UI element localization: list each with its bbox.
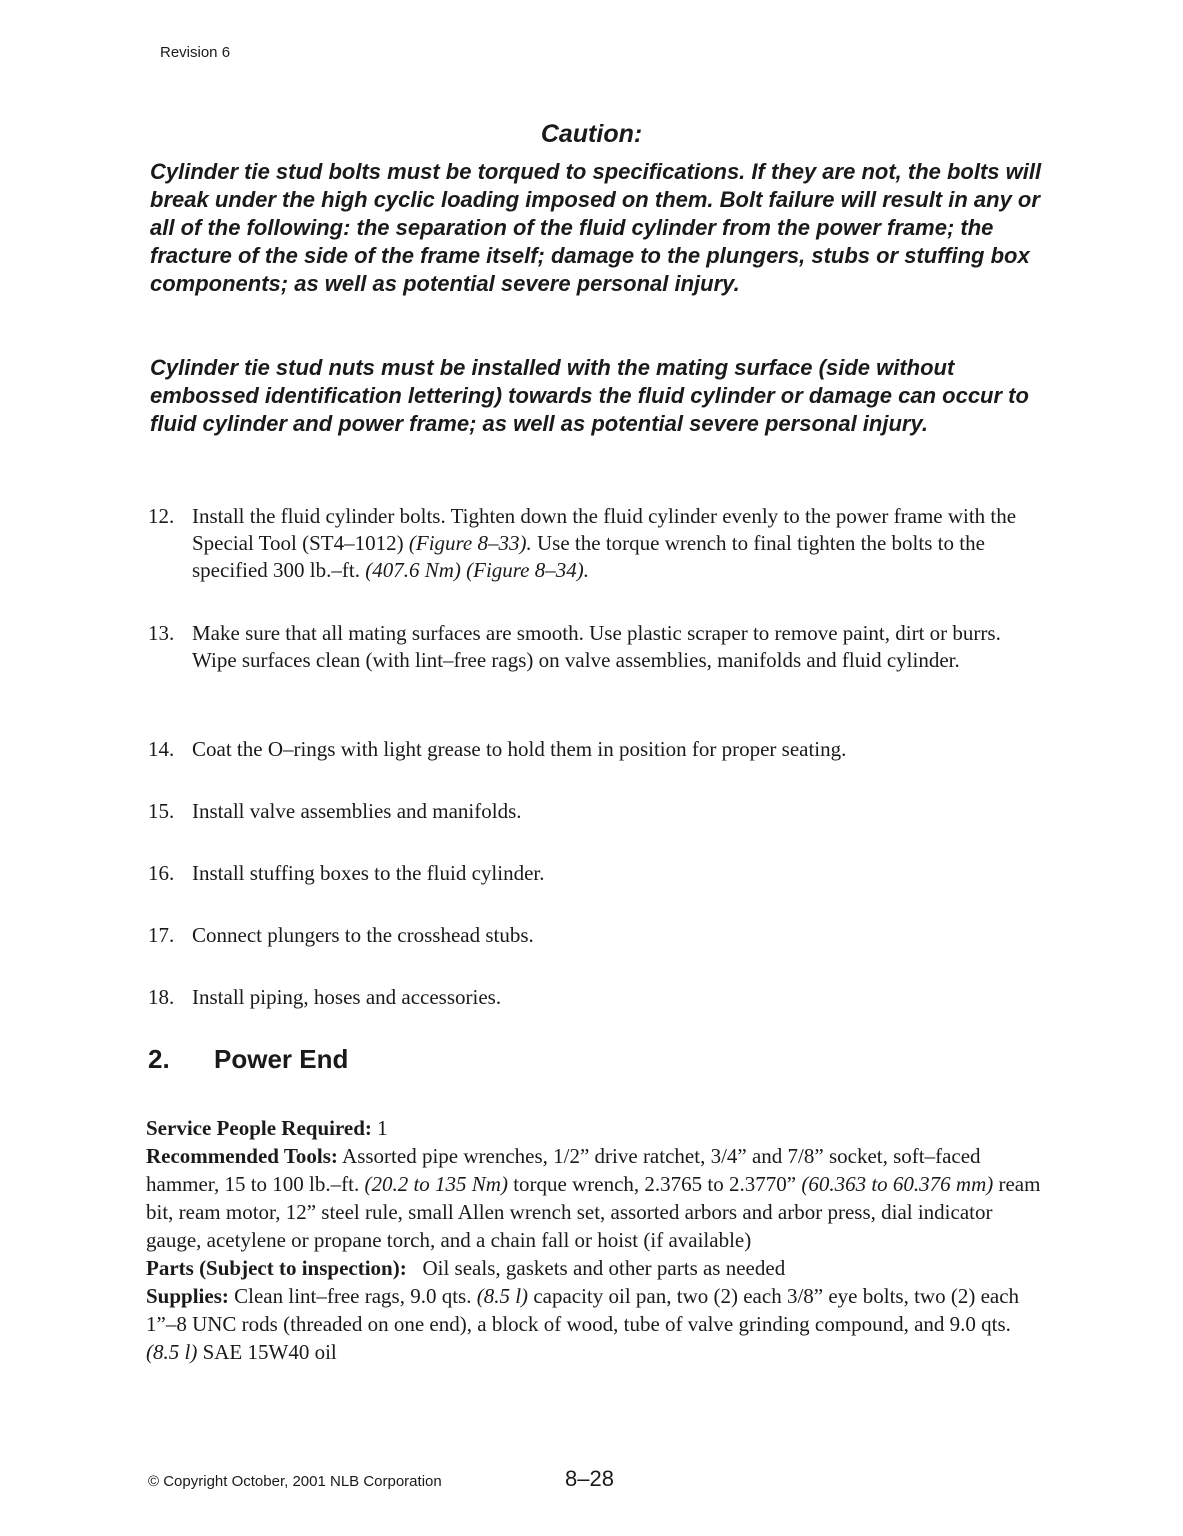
step-16 (148, 860, 1048, 887)
step-number: 12. (148, 504, 175, 528)
step-text: Connect plungers to the crosshead stubs. (192, 923, 534, 947)
revision-label: Revision 6 (160, 44, 231, 61)
section-number: 2. (148, 1044, 170, 1074)
step-text: Install piping, hoses and accessories. (192, 985, 502, 1009)
step-text: Install the fluid cylinder bolts. Tighten down the fluid cylinder evenly to the power frame with the Special Tool (ST4–1012) (Figure 8–33). Use the torque wrench to final tighten the bolts to the specified 300 lb.–ft. (407.6 Nm) (Figure 8–34). (192, 504, 1017, 582)
parts-line: Parts (Subject to inspection): Oil seals, gaskets and other parts as needed (146, 1256, 786, 1280)
step-17 (148, 922, 1048, 949)
step-text: Coat the O–rings with light grease to hold them in position for proper seating. (192, 737, 847, 761)
step-text: Install valve assemblies and manifolds. (192, 799, 522, 823)
section-heading (148, 1044, 348, 1075)
step-number: 17. (148, 923, 175, 947)
caution-title: Caution: (540, 120, 643, 148)
section-title: Power End (214, 1044, 349, 1074)
step-text: Make sure that all mating surfaces are smooth. Use plastic scraper to remove paint, dirt or burrs. Wipe surfaces clean (with lint–free rags) on valve assemblies, manifolds and fluid cylinder. (192, 621, 1001, 672)
service-people-line: Service People Required: 1 (146, 1116, 388, 1140)
requirements-block (146, 1114, 1046, 1366)
step-text: Install stuffing boxes to the fluid cylinder. (192, 861, 545, 885)
step-13 (148, 620, 1048, 674)
step-14 (148, 736, 1048, 763)
step-number: 13. (148, 621, 175, 645)
step-number: 15. (148, 799, 175, 823)
caution-paragraph-nuts: Cylinder tie stud nuts must be installed with the mating surface (side without embossed identification lettering) towards the fluid cylinder or damage can occur to fluid cylinder and power frame; as well as potential severe personal injury. (150, 355, 1029, 436)
step-18 (148, 984, 1048, 1011)
supplies-line: Supplies: Clean lint–free rags, 9.0 qts. (8.5 l) capacity oil pan, two (2) each 3/8” eye bolts, two (2) each 1”–8 UNC rods (threaded on one end), a block of wood, tube of valve grinding compound, and 9.0 qts. (8.5 l) SAE 15W40 oil (146, 1284, 1020, 1364)
caution-paragraph-bolts: Cylinder tie stud bolts must be torqued to specifications. If they are not, the bolts will break under the high cyclic loading imposed on them. Bolt failure will result in any or all of the following: the separation of the fluid cylinder from the power frame; the fracture of the side of the frame itself; damage to the plungers, stubs or stuffing box components; as well as potential severe personal injury. (150, 159, 1042, 296)
copyright-notice: © Copyright October, 2001 NLB Corporation (148, 1473, 442, 1490)
step-15 (148, 798, 1048, 825)
recommended-tools-line: Recommended Tools: Assorted pipe wrenches, 1/2” drive ratchet, 3/4” and 7/8” socket, soft–faced hammer, 15 to 100 lb.–ft. (20.2 to 135 Nm) torque wrench, 2.3765 to 2.3770” (60.363 to 60.376 mm) ream bit, ream motor, 12” steel rule, small Allen wrench set, assorted arbors and arbor press, dial indicator gauge, acetylene or propane torch, and a chain fall or hoist (if available) (146, 1144, 1041, 1252)
step-number: 16. (148, 861, 175, 885)
step-12 (148, 503, 1048, 584)
step-number: 18. (148, 985, 175, 1009)
step-number: 14. (148, 737, 175, 761)
page-number: 8–28 (565, 1466, 614, 1491)
